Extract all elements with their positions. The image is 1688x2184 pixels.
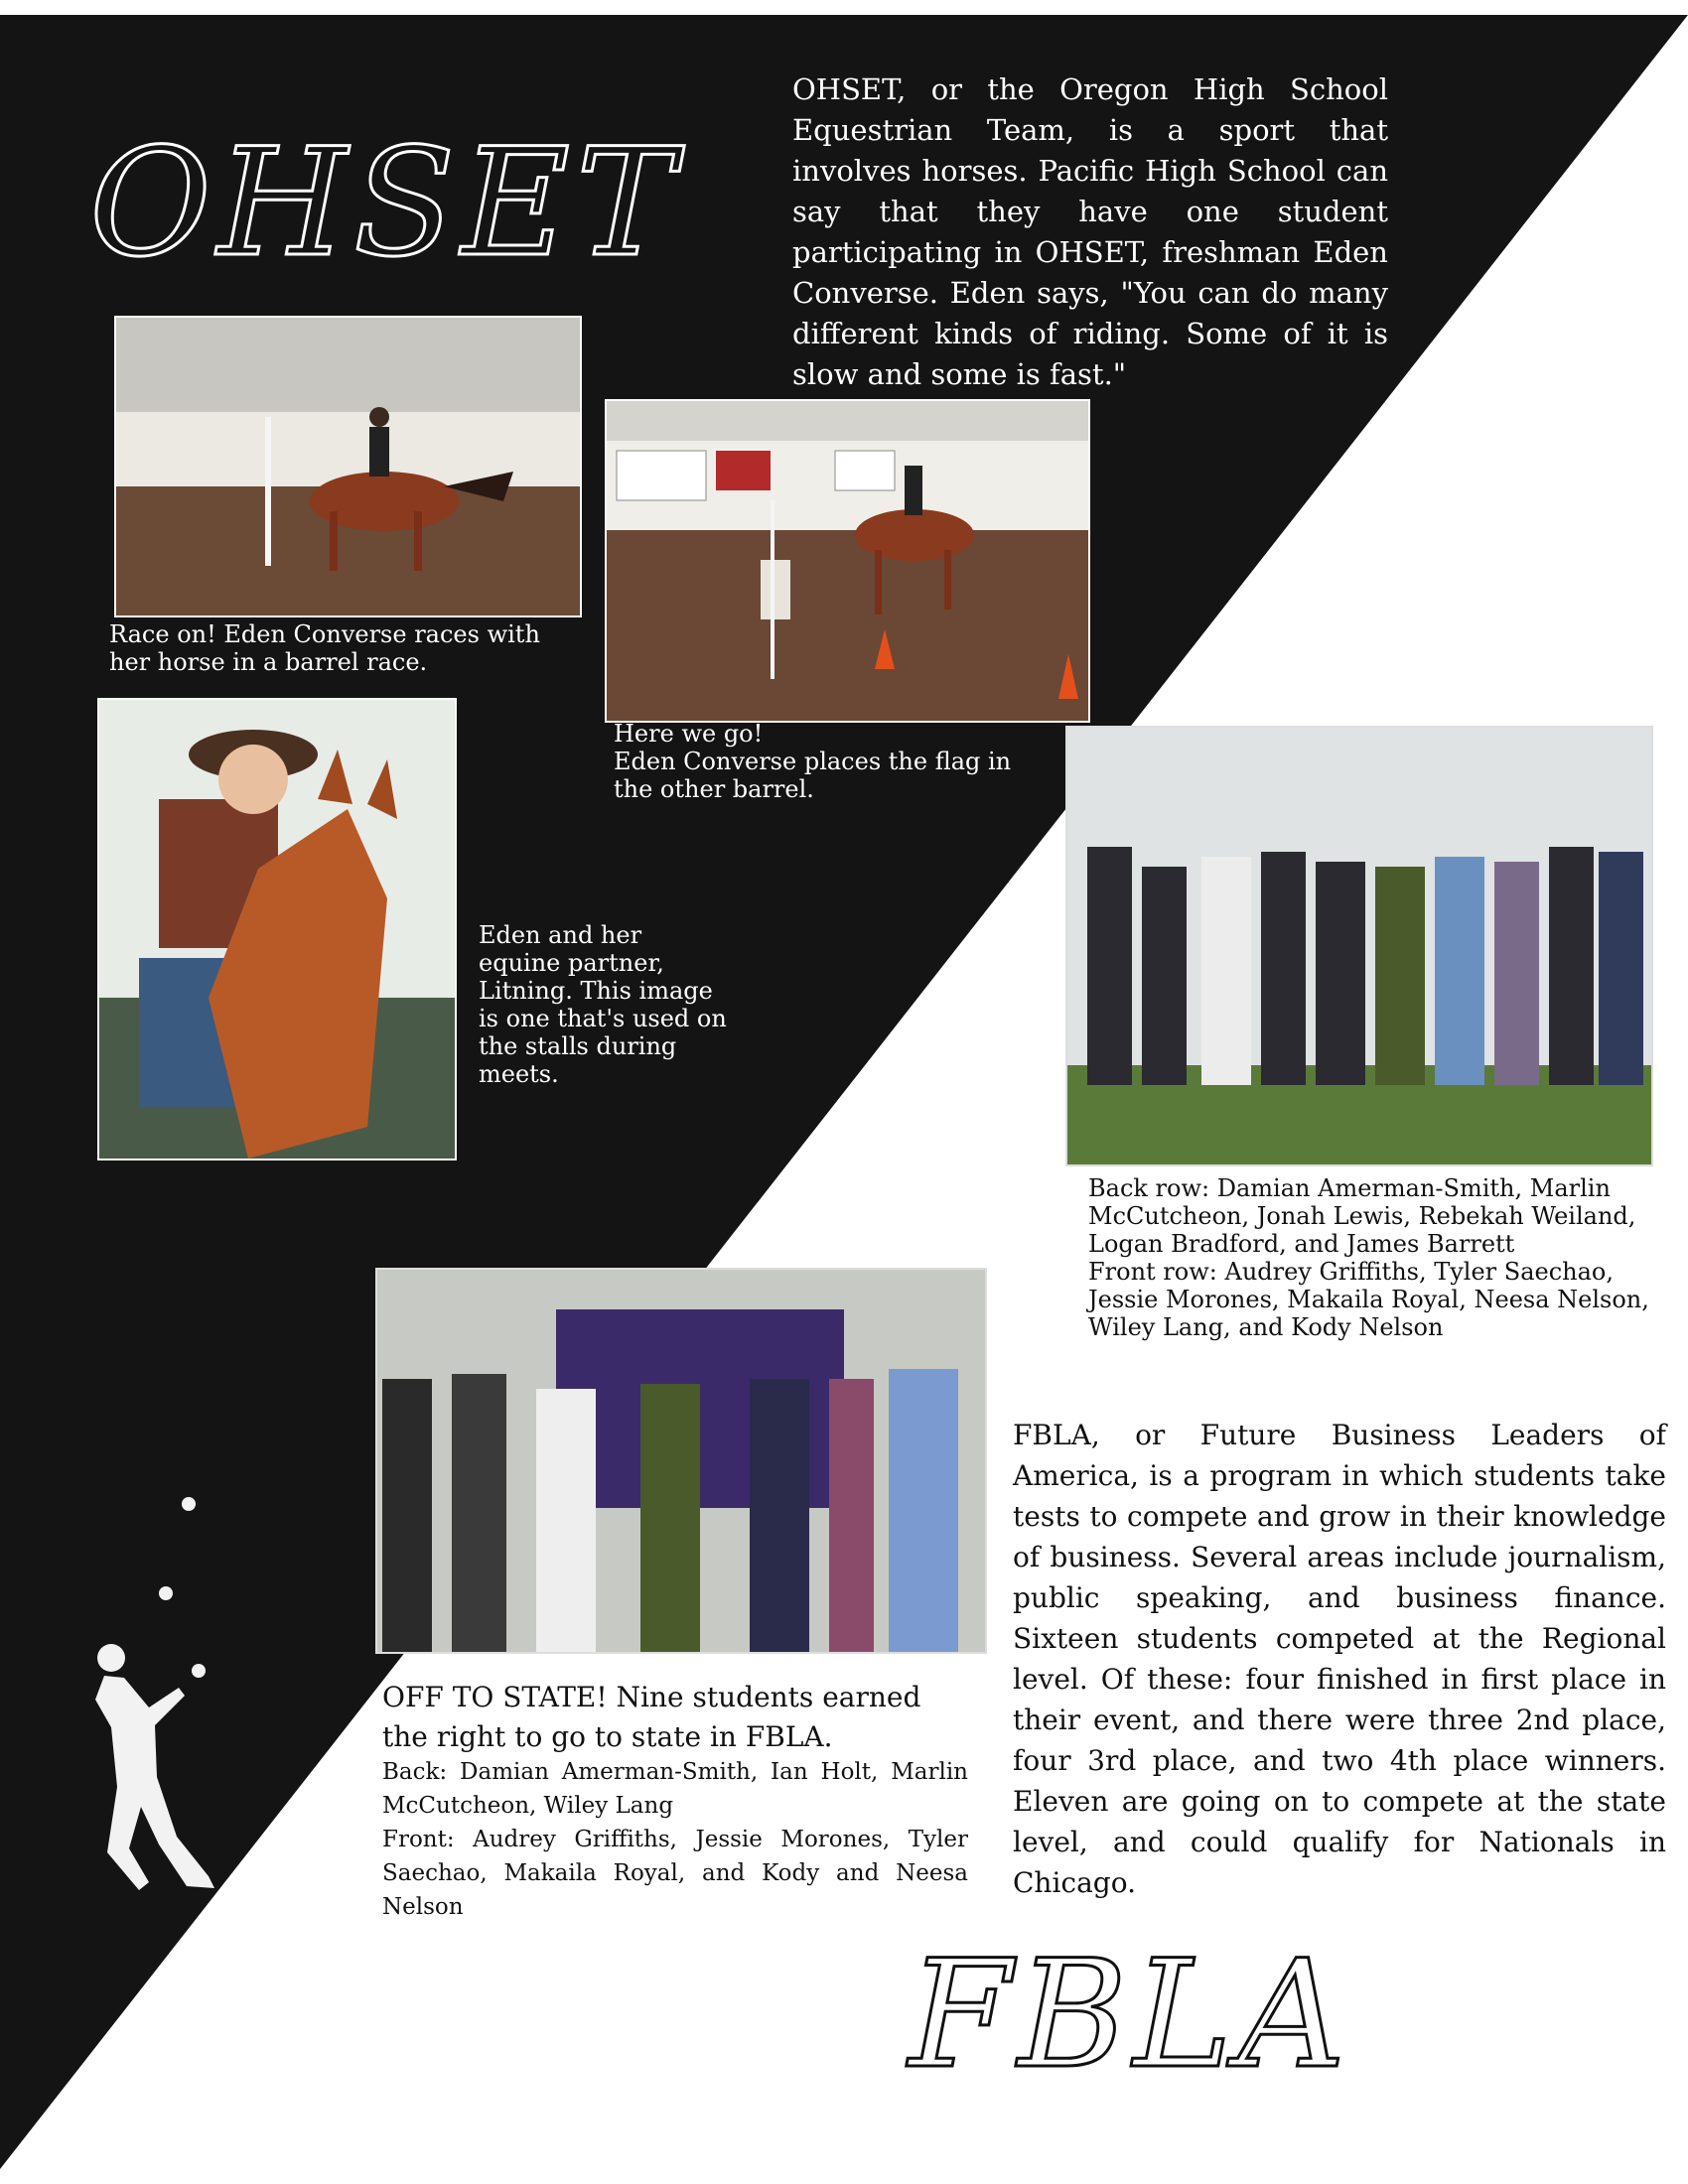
state-group-photo bbox=[375, 1268, 987, 1654]
barrel-race-photo bbox=[114, 316, 582, 617]
group-caption-back-row: Back row: Damian Amerman-Smith, Marlin McCutcheon, Jonah Lewis, Rebekah Weiland, Logan Bradford, and James Barrett bbox=[1088, 1174, 1636, 1258]
fbla-title: FBLA bbox=[909, 1929, 1352, 2102]
state-front-row: Front: Audrey Griffiths, Jessie Morones, Tyler Saechao, Makaila Royal, and Kody and Neesa Nelson bbox=[382, 1827, 968, 1920]
group-illustration bbox=[1067, 728, 1651, 1164]
portrait-photo bbox=[97, 698, 457, 1160]
portrait-caption: Eden and her equine partner, Litning. This image is one that's used on the stalls during meets. bbox=[479, 921, 727, 1088]
fbla-group-photo bbox=[1065, 726, 1653, 1166]
flag-race-caption: Here we go! Eden Converse places the flag in the other barrel. bbox=[614, 720, 1012, 803]
flag-race-illustration bbox=[607, 401, 1088, 721]
fbla-group-caption bbox=[1088, 1174, 1656, 1341]
fbla-body-text: FBLA, or Future Business Leaders of America, is a program in which students take tests to compete and grow in their knowledge of business. Several areas include journalism, public speaking, and business finance. Sixteen students competed at the Regional level. Of these: four finished in first place in their event, and there were three 2nd place, four 3rd place, and two 4th place winners. Eleven are going on to compete at the state level, and could qualify for Nationals in Chicago. bbox=[1013, 1419, 1666, 1899]
barrel-race-illustration bbox=[116, 318, 580, 615]
ohset-title: OHSET bbox=[89, 117, 682, 290]
footer-section-title: OHSET & FBLA bbox=[220, 2073, 547, 2114]
flag-race-photo bbox=[605, 399, 1090, 723]
state-back-row: Back: Damian Amerman-Smith, Ian Holt, Marlin McCutcheon, Wiley Lang bbox=[382, 1759, 968, 1819]
state-illustration bbox=[377, 1270, 985, 1652]
state-heading: OFF TO STATE! Nine students earned the right to go to state in FBLA. bbox=[382, 1681, 921, 1753]
ohset-intro-text: OHSET, or the Oregon High School Equestrian Team, is a sport that involves horses. Pacific High School can say that they have one student participating in OHSET, freshman Eden Converse. Eden says, "You can do many different kinds of riding. Some of it is slow and some is fast." bbox=[792, 72, 1388, 391]
barrel-race-caption: Race on! Eden Converse races with her horse in a barrel race. bbox=[109, 620, 540, 676]
page-number: 48 bbox=[81, 2070, 132, 2116]
group-caption-front-row: Front row: Audrey Griffiths, Tyler Saechao, Jessie Morones, Makaila Royal, Neesa Nelson, Wiley Lang, and Kody Nelson bbox=[1088, 1258, 1649, 1341]
state-names bbox=[382, 1755, 968, 1924]
portrait-illustration bbox=[99, 700, 455, 1159]
